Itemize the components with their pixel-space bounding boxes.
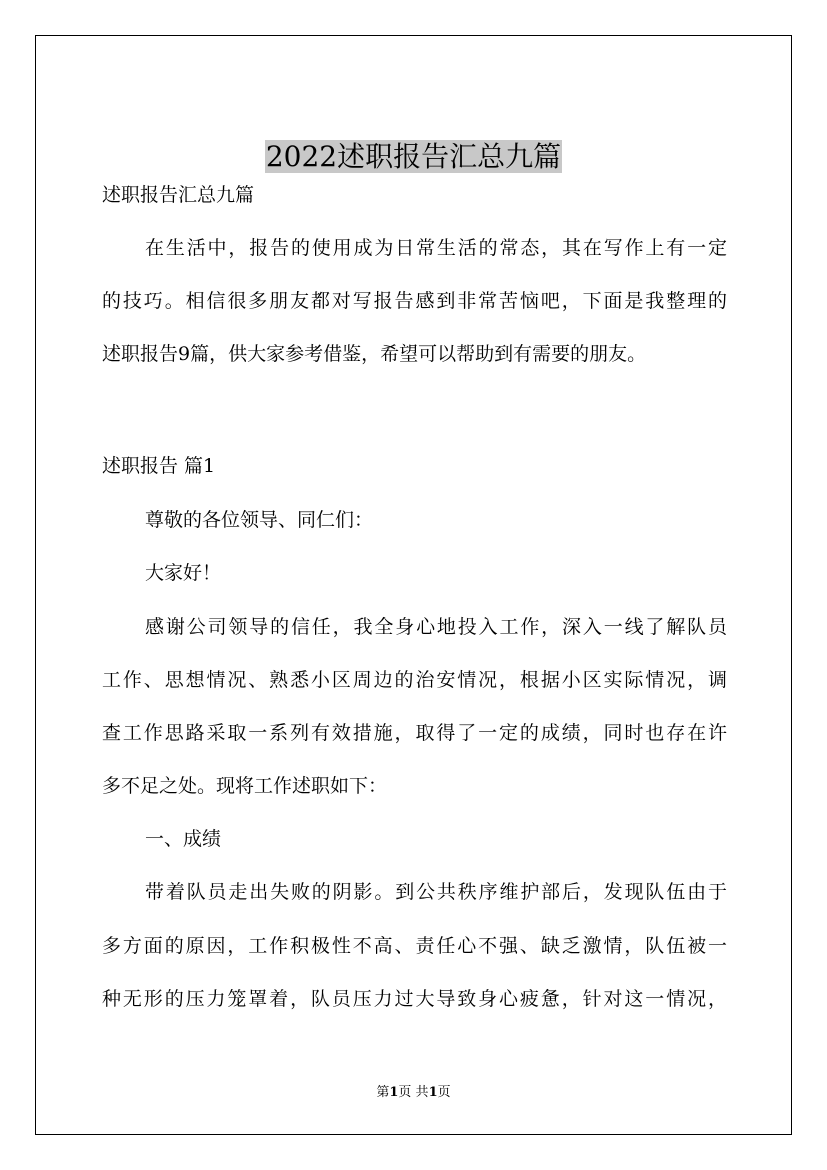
- paragraph-line: 多不足之处。现将工作述职如下：: [102, 775, 388, 797]
- paragraph-line: 感谢公司领导的信任，我全身心地投入工作，深入一线了解队员: [145, 616, 727, 638]
- section-heading: 述职报告汇总九篇: [102, 184, 255, 206]
- document-page: [35, 35, 792, 1135]
- document-title: [36, 139, 791, 175]
- subsection-heading: 一、成绩: [145, 828, 222, 850]
- paragraph-line: 在生活中，报告的使用成为日常生活的常态，其在写作上有一定: [145, 237, 727, 259]
- paragraph-line: 查工作思路采取一系列有效措施，取得了一定的成绩，同时也存在许: [102, 722, 727, 744]
- page-mid: 页 共: [398, 1085, 429, 1100]
- paragraph-line: 述职报告9篇，供大家参考借鉴，希望可以帮助到有需要的朋友。: [102, 343, 647, 365]
- paragraph-line: 带着队员走出失败的阴影。到公共秩序维护部后，发现队伍由于: [145, 881, 727, 903]
- page-current: 1: [389, 1085, 399, 1100]
- greeting-line: 大家好！: [145, 562, 222, 584]
- section-heading: 述职报告 篇1: [102, 455, 216, 477]
- paragraph-line: 种无形的压力笼罩着，队员压力过大导致身心疲惫，针对这一情况，: [102, 988, 727, 1010]
- page-footer: [36, 1085, 791, 1101]
- page-suffix: 页: [437, 1085, 451, 1100]
- document-title-text: 2022述职报告汇总九篇: [265, 140, 562, 173]
- paragraph-line: 的技巧。相信很多朋友都对写报告感到非常苦恼吧，下面是我整理的: [102, 290, 727, 312]
- salutation-line: 尊敬的各位领导、同仁们：: [145, 509, 374, 531]
- paragraph-line: 工作、思想情况、熟悉小区周边的治安情况，根据小区实际情况，调: [102, 669, 727, 691]
- paragraph-line: 多方面的原因，工作积极性不高、责任心不强、缺乏激情，队伍被一: [102, 935, 727, 957]
- page-total: 1: [428, 1085, 438, 1100]
- page-prefix: 第: [376, 1085, 390, 1100]
